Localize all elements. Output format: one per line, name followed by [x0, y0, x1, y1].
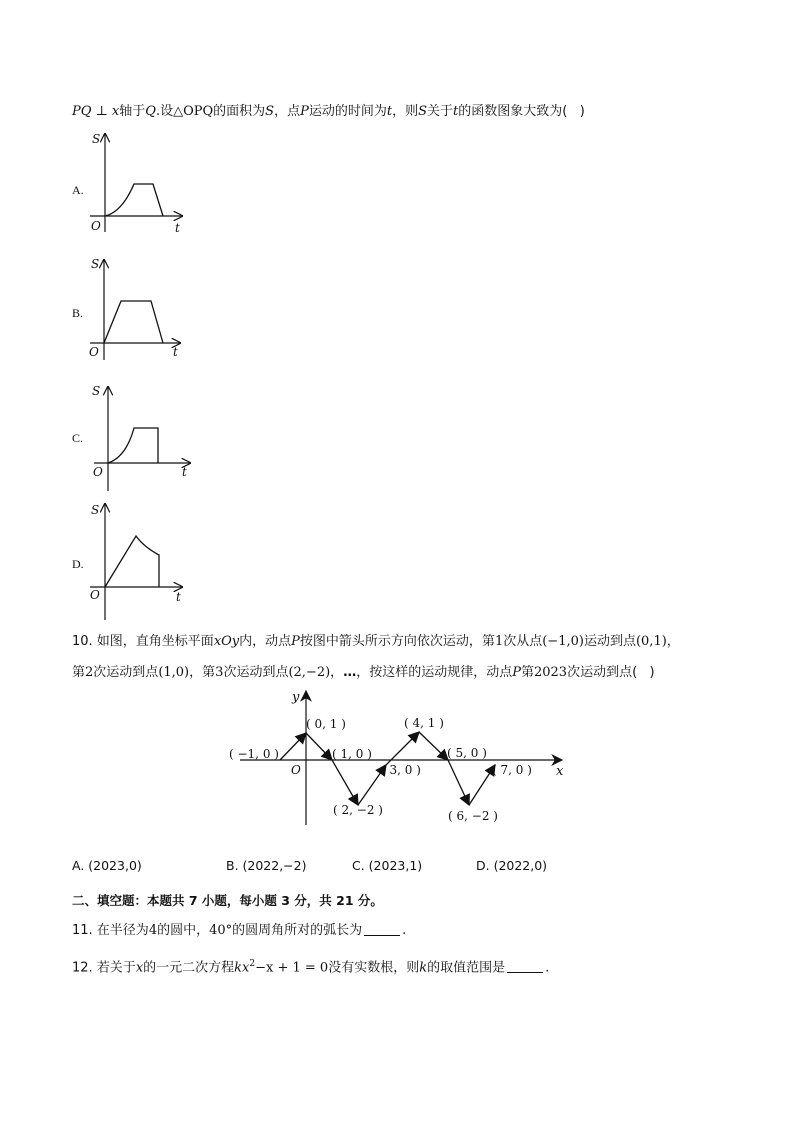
q9-stem: [72, 102, 585, 122]
b-ylabel: S: [91, 257, 100, 271]
q10-l2-p4: (2,−2): [288, 665, 331, 680]
q12-c: 没有实数根，则: [328, 960, 420, 976]
q10-l1-c: 按图中箭头所示方向依次运动，第: [299, 634, 495, 649]
a-curve: [105, 184, 163, 216]
q10-l2-n3: 3: [215, 665, 224, 680]
d-ylabel: S: [91, 503, 100, 517]
q10-l2-d: 次运动到点: [223, 665, 289, 680]
q9-t9: ): [579, 104, 585, 119]
pt-label-4-1: ( 4, 1 ): [404, 716, 444, 730]
q9-S2: S: [418, 104, 428, 119]
d-curve: [105, 536, 159, 587]
q9-pq: PQ: [72, 104, 92, 119]
q10-l2-a: 第: [72, 665, 86, 680]
q11-d: .: [402, 923, 407, 938]
q9-t8: 的函数图象大致为(: [458, 104, 568, 119]
q10-l2-p3: (1,0): [158, 665, 190, 680]
q9-t7: 关于: [427, 104, 454, 119]
move-2-arrow: [306, 733, 332, 760]
option-b-graph: [86, 256, 206, 359]
q9-P: P: [300, 104, 309, 119]
q9-t1: 轴于: [119, 104, 146, 119]
q11-r: 4: [148, 923, 158, 938]
pt-label-0-1: ( 0, 1 ): [306, 717, 346, 731]
c-origin: O: [93, 465, 103, 479]
b-curve: [104, 301, 163, 343]
q10-l1-a: 10. 如图，直角坐标平面: [72, 634, 214, 649]
q10-l1-b: 内，动点: [239, 634, 292, 649]
c-curve: [108, 428, 158, 463]
q12-a: 12. 若关于: [72, 960, 136, 976]
pt-label-1-0: ( 1, 0 ): [332, 747, 372, 761]
q10-l2-dots: …: [343, 665, 357, 680]
option-a-label: A.: [72, 183, 84, 197]
q10-l2-b: 次运动到点: [93, 665, 159, 680]
q9-t4: ，点: [274, 104, 301, 119]
q10-origin: O: [291, 763, 301, 777]
q10-l1-p1: (−1,0): [542, 634, 584, 649]
q10-l2-n4: 2023: [533, 665, 568, 680]
q10-l1-d: 次从点: [503, 634, 543, 649]
q12-b: 的一元二次方程: [143, 960, 235, 976]
option-c-graph: [86, 381, 206, 491]
pt-label-6-neg2: ( 6, −2 ): [448, 809, 498, 823]
q12-eq2: −x + 1 = 0: [255, 960, 329, 976]
q12-d: 的取值范围是: [427, 960, 506, 976]
q10-l1-p2: (0,1): [635, 634, 667, 649]
q9-x: x: [111, 104, 120, 119]
q11-answer-blank[interactable]: [364, 921, 400, 936]
q10-l1-f: ，: [666, 634, 680, 649]
q12-x: x: [135, 960, 144, 976]
move-7-arrow: [448, 760, 469, 805]
q9-perp: ⊥: [95, 104, 108, 119]
option-b-label: B.: [72, 306, 84, 320]
q12-stem: [72, 954, 549, 978]
q10-l2-n2: 2: [85, 665, 94, 680]
c-ylabel: S: [92, 384, 101, 398]
q12-e: .: [545, 960, 550, 976]
move-3-arrow: [332, 760, 358, 805]
q11-b: 的圆中，: [157, 923, 210, 938]
option-a-graph: [86, 130, 206, 235]
q10-l1-xoy: xOy: [213, 634, 240, 649]
a-ylabel: S: [92, 132, 101, 146]
pt-label-3-0: ( 3, 0 ): [381, 763, 421, 777]
q10-choice-b: B. (2022,−2): [226, 858, 307, 873]
b-origin: O: [89, 345, 99, 359]
q9-tri: △OPQ: [173, 104, 214, 119]
q10-l1-e: 运动到点: [583, 634, 636, 649]
a-origin: O: [91, 219, 101, 233]
q10-stem-line2: [72, 663, 655, 683]
q9-t5: 运动的时间为: [308, 104, 387, 119]
q9-t: t: [386, 104, 393, 119]
move-6-arrow: [419, 732, 448, 760]
q9-t6: ，则: [392, 104, 419, 119]
q10-l2-g: 第: [520, 665, 534, 680]
q10-xlabel: x: [556, 764, 564, 779]
q9-S: S: [265, 104, 275, 119]
q11-c: 的圆周角所对的弧长为: [232, 923, 363, 938]
pt-label-7-0: ( 7, 0 ): [492, 763, 532, 777]
q10-l2-P: P: [512, 665, 521, 680]
move-1-arrow: [280, 733, 306, 760]
q12-sup: 2: [249, 959, 256, 969]
option-d-label: D.: [72, 557, 84, 571]
q10-l2-i: ): [649, 665, 655, 680]
b-xlabel: t: [173, 345, 178, 359]
q10-l2-h: 次运动到点(: [567, 665, 638, 680]
q10-l1-P: P: [291, 634, 300, 649]
q10-choice-d: D. (2022,0): [476, 858, 548, 873]
section-2-heading: 二、填空题：本题共 7 小题，每小题 3 分，共 21 分。: [72, 893, 383, 908]
q10-ylabel: y: [292, 690, 300, 705]
q12-eq: kx: [234, 960, 250, 976]
q12-k: k: [419, 960, 428, 976]
q11-a: 11. 在半径为: [72, 923, 149, 938]
a-xlabel: t: [175, 221, 180, 235]
q9-t3: 的面积为: [213, 104, 266, 119]
q10-l1-n1: 1: [494, 634, 504, 649]
q10-stem-line1: [72, 632, 680, 652]
pt-label-neg1-0: ( −1, 0 ): [229, 747, 279, 761]
q10-l2-f: ，按这样的运动规律，动点: [356, 665, 513, 680]
c-xlabel: t: [182, 465, 187, 479]
q11-deg: 40°: [209, 923, 233, 938]
q9-tv: t: [453, 104, 459, 119]
q10-l2-c: ，第: [189, 665, 216, 680]
q10-choice-a: A. (2023,0): [72, 858, 142, 873]
option-d-graph: [86, 500, 206, 620]
d-origin: O: [90, 588, 100, 602]
q10-choice-c: C. (2023,1): [352, 858, 423, 873]
option-c-label: C.: [72, 431, 84, 445]
d-xlabel: t: [176, 590, 181, 604]
q12-answer-blank[interactable]: [507, 958, 543, 973]
pt-label-5-0: ( 5, 0 ): [447, 746, 487, 760]
pt-label-2-neg2: ( 2, −2 ): [333, 803, 383, 817]
q10-figure: [226, 685, 586, 835]
q9-t2: .设: [155, 104, 174, 119]
q9-Q: Q: [145, 104, 156, 119]
q10-l2-e: ，: [330, 665, 344, 680]
q11-stem: [72, 921, 406, 941]
